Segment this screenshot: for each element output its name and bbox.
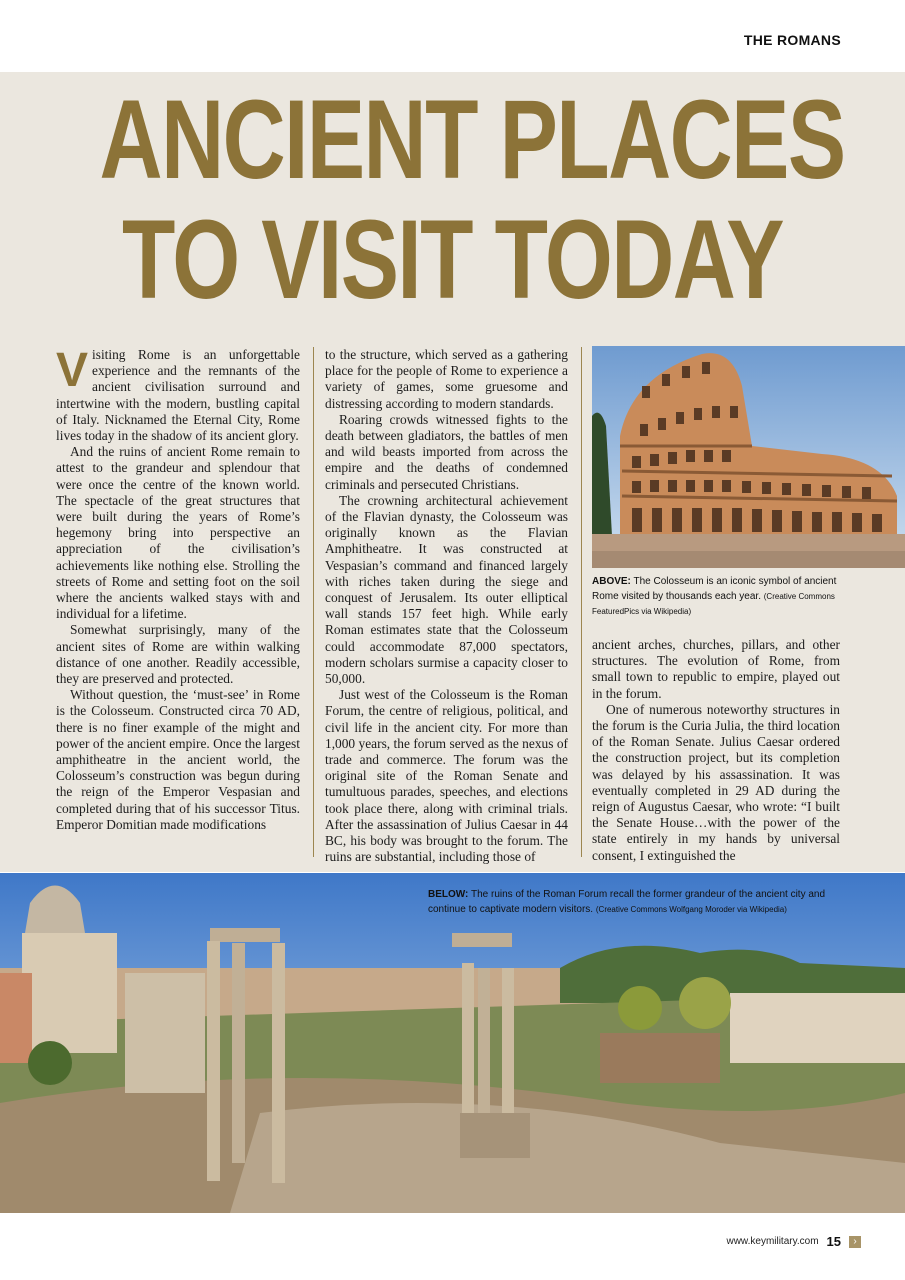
page-number: 15 xyxy=(826,1234,841,1249)
paragraph: Without question, the ‘must-see’ in Rome is the Colosseum. Constructed circa 70 AD, there is no finer example of the might and power of the ancient empire. Once the largest amphitheatre in the ancient world, the Colosseum’s construction was begun during the reign of the Emperor Vespasian and completed during that of his successor Titus. Emperor Domitian made modifications xyxy=(56,687,300,832)
caption-credit: (Creative Commons FeaturedPics via Wikipedia) xyxy=(592,592,835,616)
column-divider xyxy=(313,347,314,857)
paragraph: The crowning architectural achievement of the Flavian dynasty, the Colosseum was originally known as the Flavian Amphitheatre. It was constructed at Vespasian’s command and financed largely with riches taken during the siege and conquest of Jerusalem. Its outer elliptical wall stands 157 feet high. While early Roman estimates state that the Colosseum could accommodate 87,000 spectators, modern scholars surmise a capacity closer to 50,000. xyxy=(325,492,568,687)
column-divider xyxy=(581,347,582,857)
paragraph: One of numerous noteworthy structures in the forum is the Curia Julia, the third location of the Roman Senate. Julius Caesar ordered the construction project, but its completion was delayed by his assassination. It was eventually completed in 29 AD during the reign of Augustus Caesar, who wrote: “I built the Senate House…with the power of the state entirely in my hands by universal consent, I extinguished the xyxy=(592,701,840,863)
headline xyxy=(0,77,905,322)
drop-cap: V xyxy=(56,344,89,397)
colosseum-photo xyxy=(592,346,905,568)
article-column-2 xyxy=(325,347,568,866)
footer xyxy=(726,1234,861,1249)
caption-above xyxy=(592,574,842,619)
headline-line-1: ANCIENT PLACES xyxy=(99,77,845,202)
paragraph xyxy=(56,344,300,444)
caption-text: The Colosseum is an iconic symbol of ancient Rome visited by thousands each year. xyxy=(592,576,837,602)
paragraph: Roaring crowds witnessed fights to the death between gladiators, the battles of men and wild beasts imported from across the empire and the deaths of condemned criminals and persecuted Christians. xyxy=(325,411,568,492)
headline-line-2: TO VISIT TODAY xyxy=(121,197,784,322)
paragraph: to the structure, which served as a gathering place for the people of Rome to experience a variety of games, some gruesome and distressing according to modern standards. xyxy=(325,347,568,411)
footer-url[interactable]: www.keymilitary.com xyxy=(726,1236,819,1247)
paragraph-text: isiting Rome is an unforgettable experience and the remnants of the ancient civilisation surround and intertwine with the modern, bustling capital of Italy. Nicknamed the Eternal City, Rome lives today in the shadow of its ancient glory. xyxy=(56,347,300,444)
caption-label: BELOW: xyxy=(428,889,469,900)
caption-below xyxy=(428,887,848,917)
paragraph: Just west of the Colosseum is the Roman Forum, the centre of religious, political, and civil life in the ancient city. For more than 1,000 years, the forum served as the nexus of trade and commerce. The forum was the original site of the Roman Senate and tumultuous parades, speeches, and elections took place there, along with criminal trials. After the assassination of Julius Caesar in 44 BC, his body was brought to the forum. The ruins are substantial, including those of xyxy=(325,687,568,865)
paragraph: And the ruins of ancient Rome remain to attest to the grandeur and splendour that were once the centre of the known world. The spectacle of the great structures that were built during the years of Rome’s hegemony bring into perspective an appreciation of the civilisation’s achievements like nothing else. Strolling the streets of Rome and setting foot on the soil where the ancients walked stays with and individual for a lifetime. xyxy=(56,444,300,622)
paragraph: Somewhat surprisingly, many of the ancient sites of Rome are within walking distance of one another. Readily accessible, they are preserved and protected. xyxy=(56,622,300,687)
article-column-1 xyxy=(56,344,300,833)
caption-label: ABOVE: xyxy=(592,576,631,587)
article-column-3 xyxy=(592,637,840,864)
caption-credit: (Creative Commons Wolfgang Moroder via Wikipedia) xyxy=(595,905,787,914)
section-label: THE ROMANS xyxy=(743,32,841,48)
roman-forum-photo xyxy=(0,873,905,1213)
chevron-right-icon: › xyxy=(849,1236,861,1248)
caption-text: The ruins of the Roman Forum recall the former grandeur of the ancient city and continue to captivate modern visitors. xyxy=(428,889,826,915)
paragraph: ancient arches, churches, pillars, and other structures. The evolution of Rome, from small town to republic to empire, played out in the forum. xyxy=(592,637,840,701)
